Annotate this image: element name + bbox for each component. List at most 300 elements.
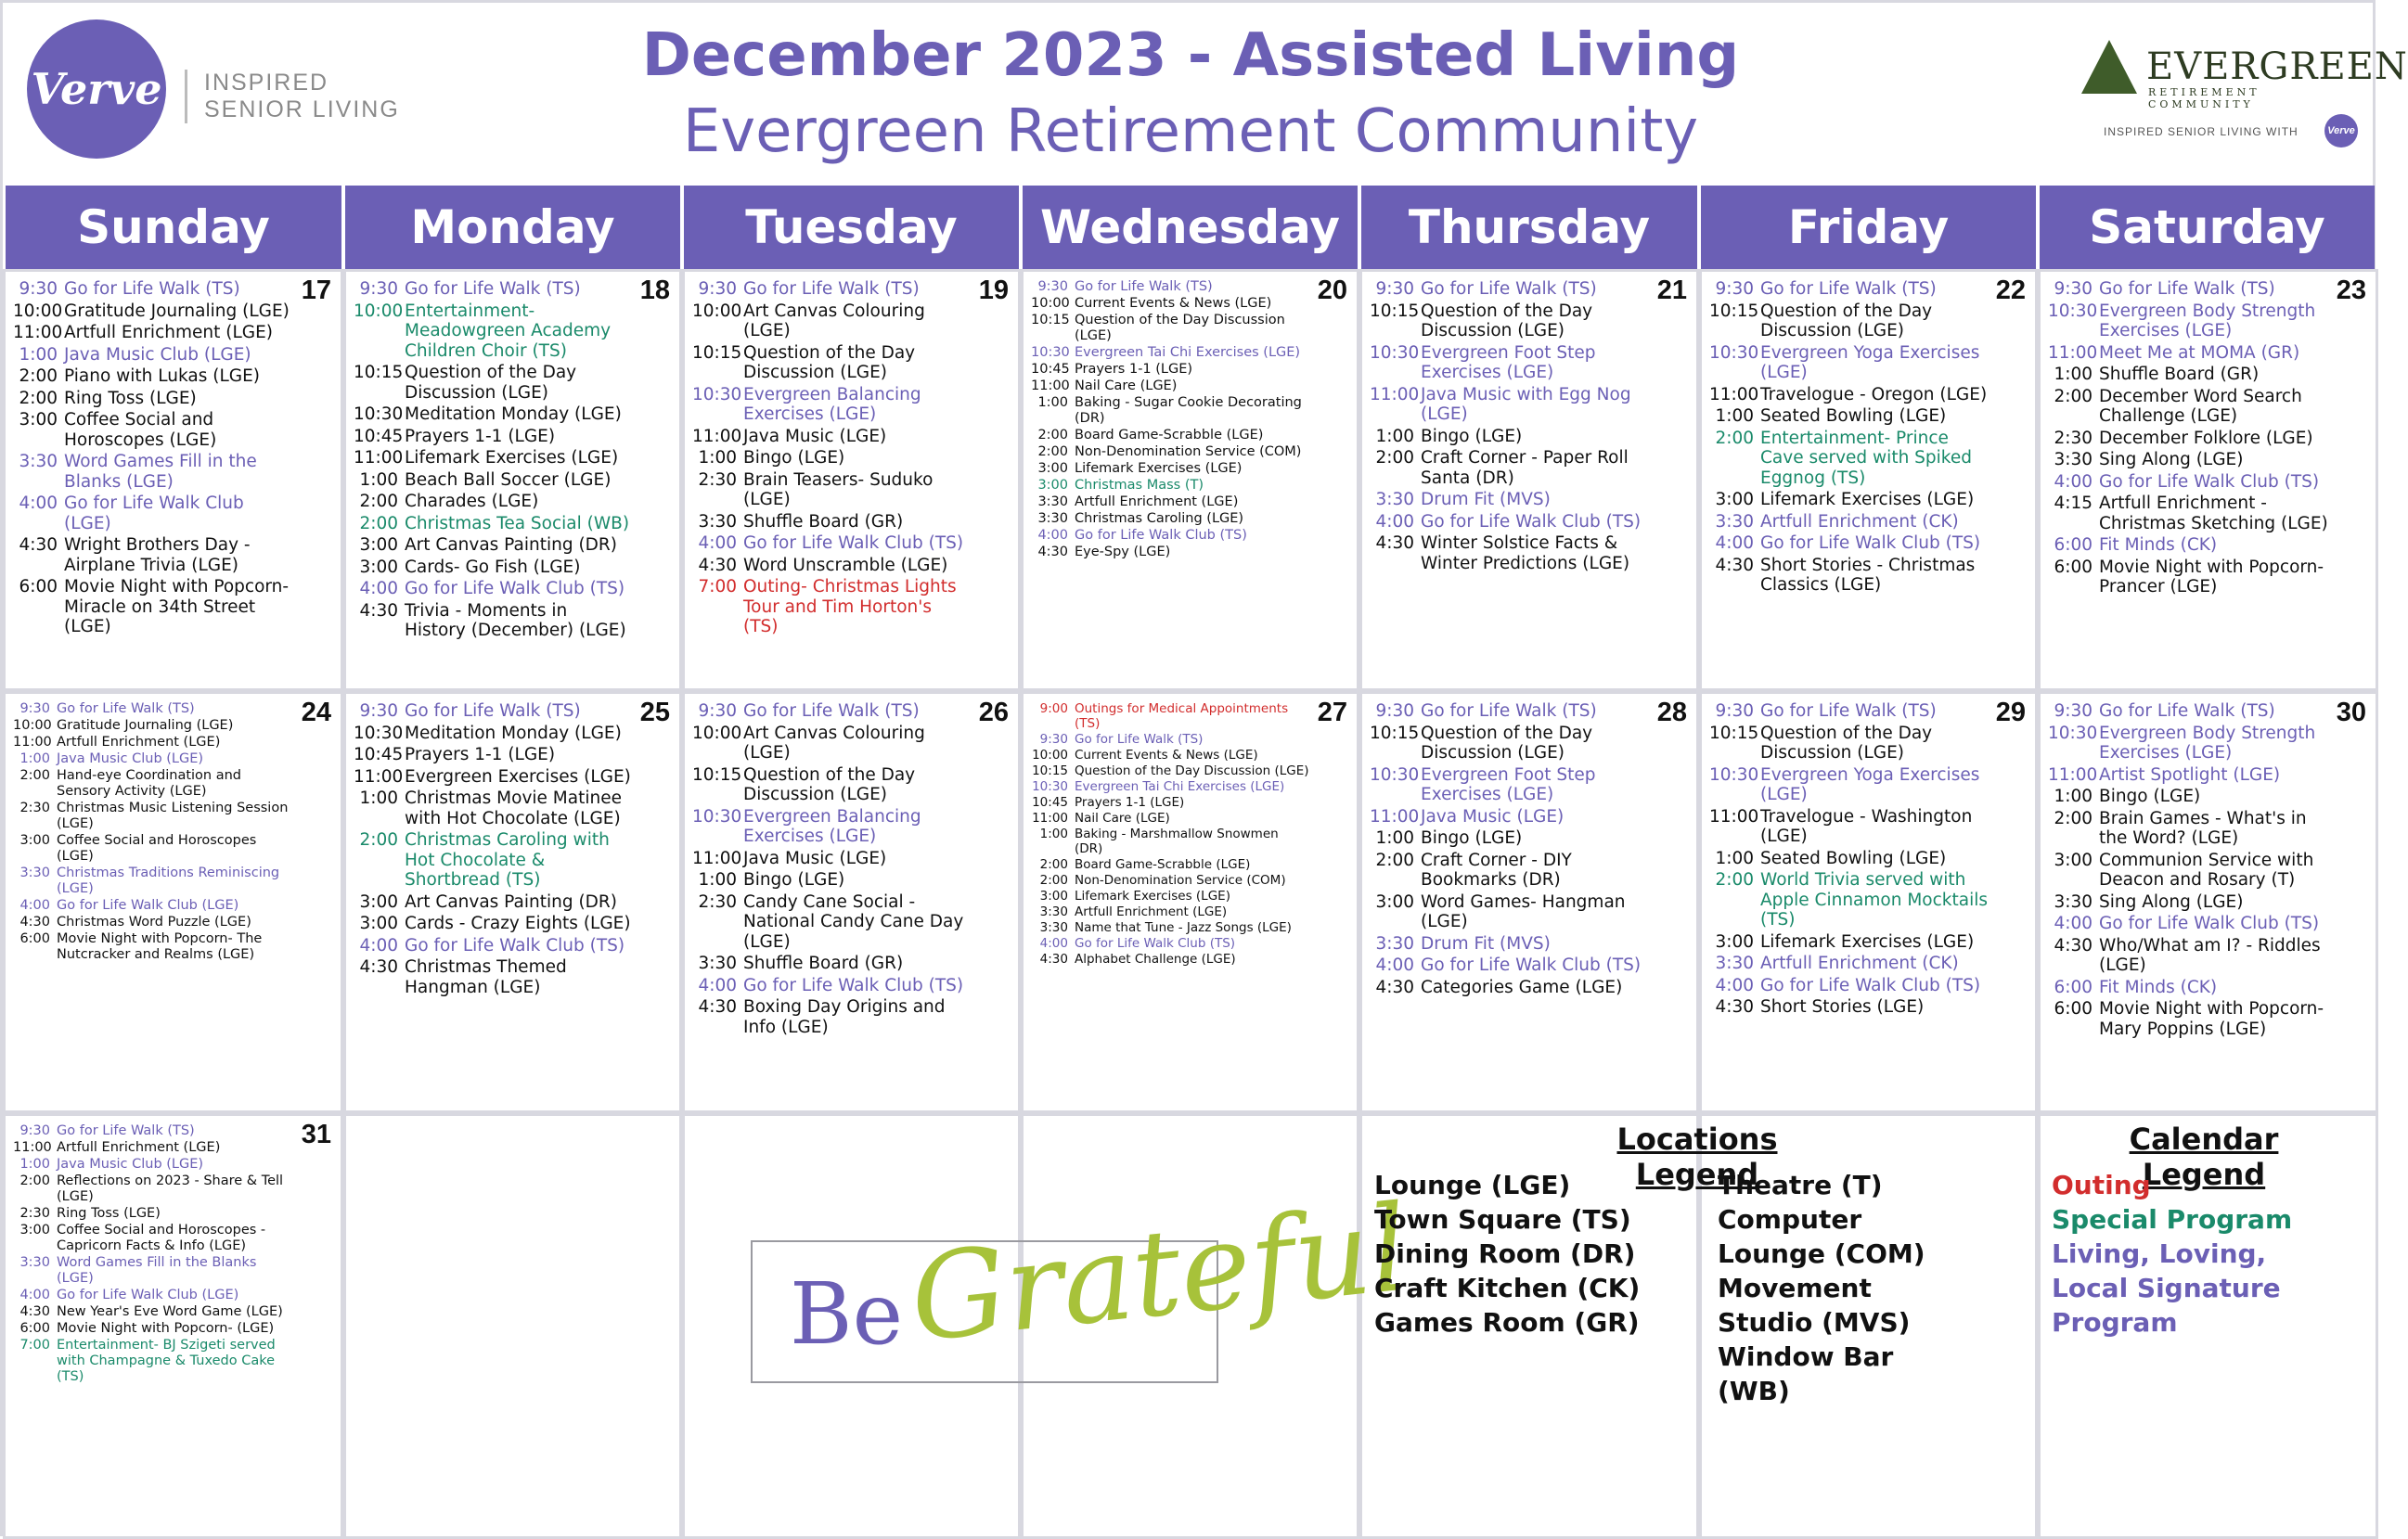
event-title: Question of the Day Discussion (LGE) [743,764,916,804]
event-item [1031,732,1310,747]
event-time: 4:00 [1039,936,1068,951]
event-time: 4:30 [1375,533,1414,553]
event-item [1031,701,1310,731]
event-item [1031,811,1310,826]
event-item [2048,851,2329,891]
day-number: 17 [301,276,331,305]
event-title: Word Games Fill in the Blanks (LGE) [64,452,257,492]
event-title: Shuffle Board (GR) [2099,365,2260,384]
event-time: 9:30 [2054,701,2093,721]
event-time: 10:30 [692,384,742,404]
event-time: 4:00 [359,935,398,955]
event-time: 4:00 [698,975,737,995]
event-time: 4:30 [359,600,398,621]
event-item [692,892,972,953]
verve-tagline-line2: SENIOR LIVING [204,96,400,122]
event-title: Evergreen Balancing Exercises (LGE) [743,384,921,424]
event-title: Art Canvas Painting (DR) [405,891,617,912]
event-time: 9:30 [2054,279,2093,299]
event-item [692,976,972,996]
event-title: Artist Spotlight (LGE) [2099,764,2281,785]
event-title: Artfull Enrichment (CK) [1760,511,1959,532]
event-item [13,535,294,575]
event-time: 3:00 [359,891,398,912]
locations-legend-col2 [1718,1168,1940,1408]
locations-legend-col1 [1374,1168,1640,1340]
event-title: Evergreen Tai Chi Exercises (LGE) [1075,345,1301,360]
event-title: Prayers 1-1 (LGE) [1075,362,1193,377]
event-title: Christmas Word Puzzle (LGE) [57,915,251,930]
event-title: Java Music (LGE) [743,848,887,868]
event-list [1031,279,1310,561]
event-item [1031,936,1310,951]
event-time: 10:00 [13,301,63,321]
day-number: 28 [1656,698,1687,727]
event-title: Prayers 1-1 (LGE) [405,426,556,446]
event-title: Outing- Christmas Lights Tour and Tim Horton's (TS) [743,577,957,636]
event-item [1031,873,1310,888]
page-subtitle: Evergreen Retirement Community [682,97,1699,166]
event-item [2048,701,2329,722]
event-item [1370,427,1650,447]
event-item [1031,545,1310,560]
event-time: 3:30 [19,866,50,880]
event-time: 11:00 [13,735,52,750]
calendar-legend-item-spe: Special Program [2052,1204,2293,1235]
event-title: Go for Life Walk (TS) [64,279,240,299]
event-time: 3:30 [1039,904,1068,919]
event-title: Eye-Spy (LGE) [1075,545,1171,559]
event-time: 10:30 [692,806,742,827]
event-item [2048,787,2329,807]
day-number: 26 [978,698,1009,727]
event-item [1031,444,1310,460]
event-item [1709,301,1989,341]
event-item [13,701,294,717]
event-title: Go for Life Walk Club (TS) [1075,936,1236,951]
event-item [2048,450,2329,470]
event-title: Baking - Sugar Cookie Decorating (DR) [1075,395,1302,426]
event-time: 4:30 [1039,952,1068,967]
event-time: 10:00 [354,301,404,321]
event-title: Go for Life Walk Club (LGE) [57,898,239,913]
page-title: December 2023 - Assisted Living [641,21,1740,90]
event-item [354,892,633,913]
event-time: 4:30 [19,535,58,555]
event-item [2048,301,2329,341]
day-header-thursday: Thursday [1361,186,1697,269]
event-item [1031,345,1310,361]
event-time: 2:00 [19,388,58,408]
event-title: Alphabet Challenge (LGE) [1075,952,1236,967]
event-item [692,954,972,974]
event-time: 11:00 [1032,811,1068,826]
event-title: Lifemark Exercises (LGE) [1760,490,1975,509]
event-title: Movie Night with Popcorn- Miracle on 34th Street (LGE) [64,577,290,636]
event-item [354,363,633,403]
event-time: 3:00 [19,410,58,430]
event-title: Christmas Traditions Reminiscing (LGE) [57,866,280,896]
event-time: 4:30 [2054,935,2093,955]
event-item [354,724,633,744]
event-item [354,745,633,765]
event-time: 9:30 [1037,279,1068,294]
event-list [1709,279,1989,597]
event-item [1709,343,1989,383]
event-time: 1:00 [1715,848,1754,868]
event-item [2048,892,2329,913]
event-time: 11:00 [2048,342,2098,363]
event-time: 10:15 [1370,723,1420,743]
event-item [13,801,294,832]
event-title: Sing Along (LGE) [2099,450,2244,469]
event-time: 2:30 [19,801,50,815]
event-time: 10:00 [1031,296,1070,311]
event-time: 11:00 [1709,806,1759,827]
event-item [2048,765,2329,786]
event-item [1031,763,1310,778]
event-item [1370,279,1650,300]
event-title: Trivia - Moments in History (December) (LGE) [405,600,626,640]
event-item [13,366,294,387]
event-item [13,931,294,963]
event-item [1370,765,1650,805]
location-item: Lounge (LGE) [1374,1170,1571,1200]
event-time: 4:00 [1715,975,1754,995]
event-time: 10:00 [692,723,742,743]
event-time: 1:00 [698,448,737,468]
event-item [2048,999,2329,1039]
event-time: 3:30 [1375,490,1414,509]
event-list [692,279,972,639]
event-item [692,556,972,576]
event-time: 1:00 [1715,406,1754,426]
event-title: Word Unscramble (LGE) [743,555,948,575]
event-title: Java Music Club (LGE) [57,751,204,766]
event-title: Go for Life Walk (TS) [1075,279,1213,294]
event-time: 2:00 [1375,850,1414,870]
event-title: Name that Tune - Jazz Songs (LGE) [1075,920,1292,935]
event-title: Art Canvas Colouring (LGE) [743,723,925,763]
event-item [1031,296,1310,312]
day-cell-17 [3,269,343,691]
event-title: Board Game-Scrabble (LGE) [1075,857,1251,872]
event-time: 6:00 [19,931,50,946]
event-time: 4:00 [1375,511,1414,532]
calendar-legend-item-sig: Living, Loving, Local Signature Program [2052,1238,2281,1338]
event-time: 2:00 [1039,873,1068,888]
event-title: Go for Life Walk (TS) [1760,701,1937,721]
event-time: 10:30 [1031,345,1070,360]
event-item [692,577,972,637]
event-item [2048,936,2329,976]
event-title: Artfull Enrichment - Christmas Sketching (LGE) [2099,494,2328,533]
event-title: Coffee Social and Horoscopes - Capricorn Facts & Info (LGE) [57,1223,266,1253]
event-time: 10:30 [1709,342,1759,363]
event-item [1031,494,1310,510]
grateful-text: Grateful [904,1179,1416,1369]
event-time: 2:00 [1039,857,1068,872]
event-item [1031,779,1310,794]
event-title: December Folklore (LGE) [2099,428,2313,448]
event-item [1709,976,1989,996]
event-item [2048,494,2329,533]
event-item [354,448,633,468]
event-item [1370,701,1650,722]
event-time: 6:00 [2054,557,2093,577]
event-item [692,807,972,847]
event-title: Categories Game (LGE) [1421,977,1623,997]
event-item [1709,490,1989,510]
event-time: 1:00 [359,789,398,808]
event-title: Meditation Monday (LGE) [405,404,622,424]
event-list [13,1123,294,1386]
event-time: 3:30 [19,1255,50,1270]
event-time: 10:15 [692,764,742,785]
day-cell-18 [343,269,682,691]
event-item [1031,313,1310,344]
event-time: 3:00 [1715,931,1754,952]
event-time: 4:30 [1375,977,1414,997]
event-time: 4:15 [2054,494,2093,513]
event-item [1370,807,1650,827]
event-item [1709,997,1989,1018]
event-title: Meditation Monday (LGE) [405,723,622,743]
event-title: Christmas Caroling (LGE) [1075,511,1244,526]
event-time: 11:00 [692,848,742,868]
location-item: Town Square (TS) [1374,1204,1631,1235]
day-cell-21 [1359,269,1699,691]
location-item: Computer Lounge (COM) [1718,1204,1925,1269]
event-item [1370,955,1650,976]
event-item [692,512,972,532]
event-item [1031,889,1310,904]
event-item [1031,395,1310,427]
event-title: Candy Cane Social - National Candy Cane Day (LGE) [743,891,964,952]
event-item [13,1173,294,1205]
event-time: 4:30 [1037,545,1068,559]
event-time: 10:30 [354,723,404,743]
event-time: 9:30 [19,701,50,716]
event-item [692,448,972,468]
event-time: 2:00 [1375,448,1414,468]
verve-tagline-line1: INSPIRED [204,70,329,96]
event-time: 4:30 [19,1304,50,1319]
event-title: Movie Night with Popcorn- Mary Poppins (LGE) [2099,999,2324,1039]
event-title: Java Music (LGE) [743,426,887,446]
event-item [354,470,633,491]
event-title: Short Stories - Christmas Classics (LGE) [1760,555,1976,595]
event-title: Question of the Day Discussion (LGE) [1760,301,1933,340]
event-time: 4:00 [359,579,398,598]
event-title: Question of the Day Discussion (LGE) [405,363,577,403]
event-time: 4:30 [359,957,398,977]
event-title: December Word Search Challenge (LGE) [2099,386,2302,426]
event-title: Prayers 1-1 (LGE) [1075,795,1185,810]
event-item [13,898,294,914]
event-item [1709,807,1989,847]
event-time: 4:30 [19,915,50,930]
event-title: Entertainment- BJ Szigeti served with Champagne & Tuxedo Cake (TS) [57,1338,276,1384]
event-time: 4:00 [19,494,58,513]
event-title: Short Stories (LGE) [1760,997,1925,1017]
verve-logo-text: Verve [31,64,162,114]
event-title: Boxing Day Origins and Info (LGE) [743,997,946,1037]
event-time: 3:00 [1039,889,1068,904]
event-item [692,765,972,805]
event-title: Gratitude Journaling (LGE) [57,718,234,733]
event-item [1709,556,1989,596]
event-time: 2:00 [1715,870,1754,890]
event-title: Communion Service with Deacon and Rosary (T) [2099,850,2314,890]
event-title: Go for Life Walk (TS) [1075,732,1204,747]
event-item [354,789,633,828]
event-item [692,997,972,1037]
evergreen-name: EVERGREEN [2146,45,2408,88]
event-time: 3:30 [2054,891,2093,912]
event-item [13,718,294,734]
day-header-wednesday: Wednesday [1023,186,1358,269]
event-time: 1:00 [359,469,398,490]
event-title: Movie Night with Popcorn- Prancer (LGE) [2099,557,2324,596]
day-number: 22 [1995,276,2026,305]
event-time: 10:15 [692,342,742,363]
header [3,3,2408,184]
event-title: Shuffle Board (GR) [743,511,904,532]
event-item [1709,406,1989,427]
event-time: 10:15 [354,363,404,382]
event-time: 3:30 [2054,450,2093,469]
day-cell-31 [3,1113,343,1539]
event-title: Lifemark Exercises (LGE) [1075,461,1243,476]
event-title: Go for Life Walk Club (TS) [1421,955,1642,975]
event-item [1031,461,1310,477]
event-time: 6:00 [19,1321,50,1336]
event-item [13,279,294,300]
event-item [1031,362,1310,378]
event-title: Board Game-Scrabble (LGE) [1075,428,1264,442]
event-item [2048,724,2329,763]
event-list [2048,701,2329,1041]
event-item [354,279,633,300]
event-item [354,492,633,512]
event-time: 4:00 [698,533,737,553]
event-time: 3:30 [698,954,737,973]
event-item [1370,490,1650,510]
event-title: Bingo (LGE) [1421,828,1523,848]
event-time: 3:30 [1715,511,1754,532]
event-title: Drum Fit (MVS) [1421,933,1551,954]
event-time: 1:00 [19,751,50,766]
event-item [1031,511,1310,527]
event-title: Brain Teasers- Suduko (LGE) [743,469,934,509]
location-item: Craft Kitchen (CK) [1374,1273,1641,1303]
event-title: Question of the Day Discussion (LGE) [1075,763,1309,778]
event-item [1709,870,1989,930]
event-item [1031,528,1310,544]
event-time: 1:00 [698,870,737,890]
event-title: Entertainment- Prince Cave served with Spiked Eggnog (TS) [1760,428,1972,488]
event-time: 10:45 [354,426,404,446]
event-title: Current Events & News (LGE) [1075,748,1258,763]
event-time: 3:00 [1037,478,1068,493]
event-time: 2:00 [2054,386,2093,406]
event-title: Artfull Enrichment (LGE) [64,323,273,342]
event-item [354,404,633,425]
event-time: 3:00 [359,557,398,577]
event-time: 11:00 [1370,384,1420,404]
event-title: Go for Life Walk (TS) [1421,701,1597,721]
event-time: 7:00 [19,1338,50,1353]
event-item [354,558,633,578]
day-number: 31 [301,1120,331,1149]
event-time: 3:00 [1715,490,1754,509]
event-title: Travelogue - Washington (LGE) [1760,806,1973,846]
event-time: 1:00 [2054,787,2093,806]
event-item [13,494,294,533]
event-title: Java Music Club (LGE) [64,344,251,365]
event-time: 3:30 [19,452,58,471]
event-title: Winter Solstice Facts & Winter Predictions (LGE) [1421,533,1630,573]
event-title: Ring Toss (LGE) [57,1206,161,1221]
day-header-friday: Friday [1701,186,2036,269]
event-item [354,301,633,362]
event-time: 4:00 [19,898,50,913]
event-title: Christmas Mass (T) [1075,478,1204,493]
event-time: 2:00 [1715,428,1754,448]
event-list [354,279,633,643]
event-item [1370,512,1650,532]
event-item [1370,724,1650,763]
event-time: 11:00 [2048,764,2098,785]
tree-icon [2081,40,2137,94]
evergreen-logo [2081,40,2408,151]
event-time: 4:00 [2054,914,2093,933]
event-list [692,701,972,1039]
event-item [1031,478,1310,494]
event-item [692,343,972,383]
be-grateful-graphic [751,1179,1416,1383]
event-title: Question of the Day Discussion (LGE) [1760,723,1933,763]
event-time: 4:30 [1715,997,1754,1017]
day-cell-26 [682,691,1021,1113]
event-time: 11:00 [13,323,63,342]
evergreen-sub: RETIREMENT COMMUNITY [2148,86,2260,110]
event-time: 11:00 [13,1140,52,1155]
event-title: Lifemark Exercises (LGE) [1760,931,1975,952]
event-time: 9:30 [359,279,398,299]
event-title: Artfull Enrichment (LGE) [57,1140,221,1155]
day-number: 19 [978,276,1009,305]
event-time: 11:00 [354,766,404,787]
day-header-monday: Monday [345,186,680,269]
event-title: Reflections on 2023 - Share & Tell (LGE) [57,1173,284,1204]
event-title: Fit Minds (CK) [2099,535,2218,555]
event-item [2048,365,2329,385]
day-cell-24 [3,691,343,1113]
event-title: Go for Life Walk (TS) [2099,279,2275,299]
day-number: 23 [2336,276,2366,305]
event-item [354,701,633,722]
event-title: Go for Life Walk Club (TS) [743,975,964,995]
event-time: 9:30 [1375,279,1414,299]
event-title: Go for Life Walk Club (TS) [2099,914,2320,933]
calendar-legend-item-out: Outing [2052,1170,2151,1200]
event-title: Bingo (LGE) [743,870,845,890]
event-item [692,870,972,891]
day-number: 20 [1317,276,1347,305]
event-item [1031,857,1310,872]
